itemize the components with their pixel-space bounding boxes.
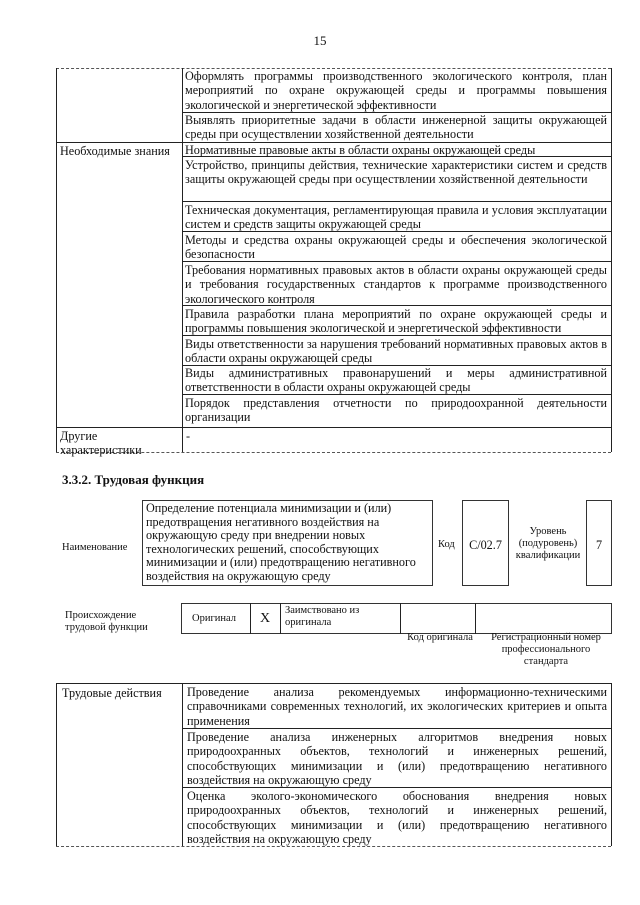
knowledge-item: Требования нормативных правовых актов в области охраны окружающей среды и требования государственных стандартов к программе производственного экологического контроля [185,263,607,306]
original-checkmark: X [259,611,271,626]
table-top-border [56,683,611,684]
knowledge-item: Методы и средства охраны окружающей среды и обеспечения экологической безопасности [185,233,607,262]
knowledge-item: Виды административных правонарушений и меры административной ответственности в области охраны окружающей среды [185,366,607,395]
labor-action-item: Проведение анализа рекомендуемых информационно-техническими справочниками современных технологий, их экологических критериев и опыта применения [187,685,607,728]
knowledge-item: Порядок представления отчетности по природоохранной деятельности организации [185,396,607,425]
labor-action-item: Проведение анализа инженерных алгоритмов внедрения новых природоохранных объектов, технологий и инженерных решений, способствующих минимизации и (или) предотвращению негативного воздействия на окружающую среду [187,730,607,788]
knowledge-item: Нормативные правовые акты в области охраны окружающей среды [185,143,536,157]
level-value: 7 [595,538,603,552]
original-label: Оригинал [192,613,236,624]
labor-actions-label: Трудовые действия [62,686,162,700]
knowledge-item: Техническая документация, регламентирующая правила и условия эксплуатации систем и средств защиты окружающей среды [185,203,607,232]
level-label: Уровень (подуровень) квалификации [515,526,581,561]
code-label: Код [438,539,455,550]
other-characteristics-value: - [186,429,191,443]
table-left-border [56,68,57,452]
column-divider [182,68,183,452]
knowledge-item: Правила разработки плана мероприятий по охране окружающей среды и программы повышения экологической и энергетической эффективности [185,307,607,336]
knowledge-item: Виды ответственности за нарушения требований нормативных правовых актов в области охраны окружающей среды [185,337,607,366]
registration-number-caption: Регистрационный номер профессионального стандарта [491,632,601,667]
section-heading: 3.3.2. Трудовая функция [62,472,205,487]
origin-divider [400,603,401,634]
origin-divider [475,603,476,634]
origin-divider [280,603,281,634]
skill-item: Выявлять приоритетные задачи в области инженерной защиты окружающей среды при осуществлении хозяйственной деятельности [185,113,607,142]
origin-code-caption: Код оригинала [407,632,473,643]
section-divider [56,427,611,428]
row-divider [182,201,611,202]
function-name: Определение потенциала минимизации и (или) предотвращения негативного воздействия на окружающую среду при внедрении новых технологических решений, способствующих минимизации и (или) предотвращению негативного воздействия на окружающую среду [146,501,416,583]
knowledge-item: Устройство, принципы действия, технические характеристики систем и средств защиты окружающей среды при осуществлении хозяйственной деятельности [185,158,607,187]
table-left-border [56,683,57,846]
origin-divider [250,603,251,634]
page-number: 15 [313,33,327,48]
labor-action-item: Оценка эколого-экономического обоснования внедрения новых природоохранных объектов, технологий и инженерных решений, способствующих минимизации и (или) предотвращению негативного воздействия на окружающую среду [187,789,607,847]
origin-label: Происхождение трудовой функции [65,610,148,633]
skill-item: Оформлять программы производственного экологического контроля, план мероприятий по охране окружающей среды и программы повышения экологической и энергетической эффективности [185,69,607,112]
borrowed-label: Заимствовано из оригинала [285,605,360,628]
other-characteristics-label: Другие характеристики [60,429,142,458]
name-label: Наименование [62,542,128,553]
table-right-border [611,683,612,846]
knowledge-label: Необходимые знания [60,144,170,158]
table-right-border [611,68,612,452]
code-value: C/02.7 [469,538,502,552]
column-divider [182,683,183,846]
